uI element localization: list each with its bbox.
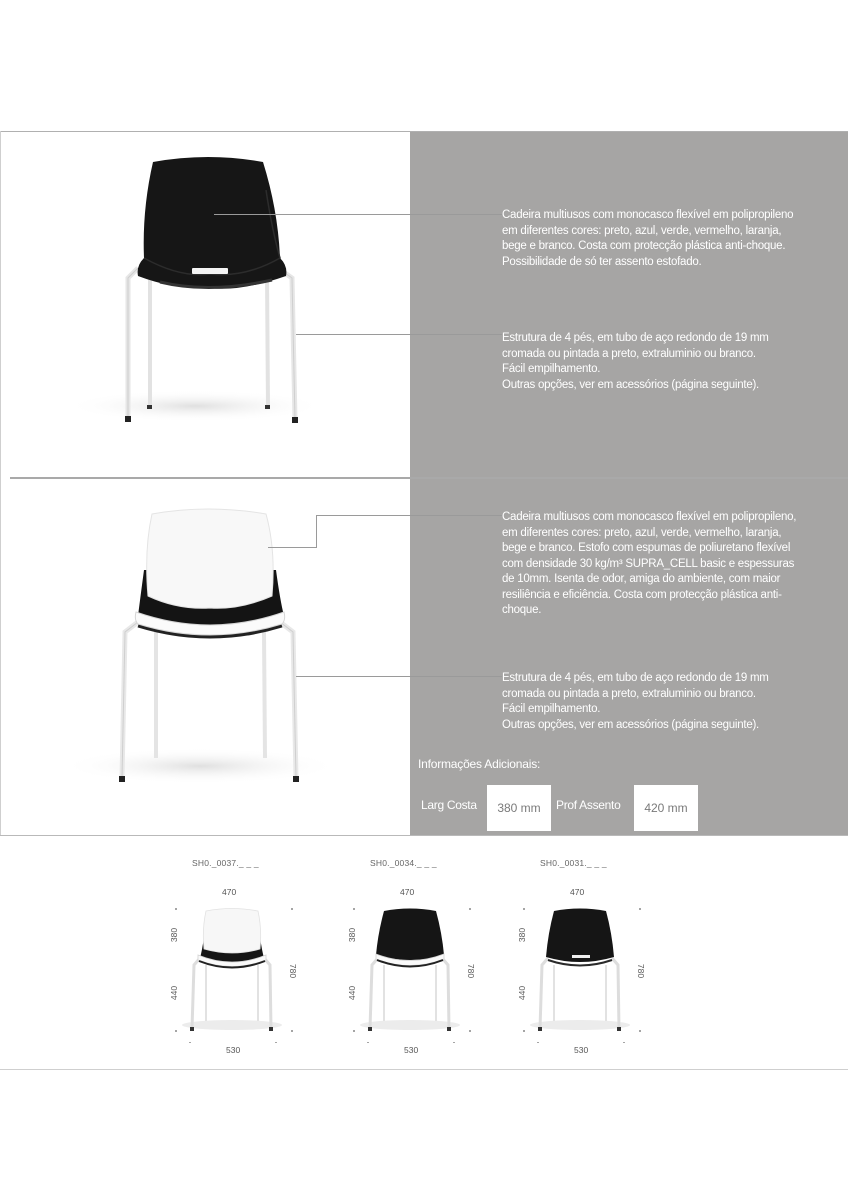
chair-1-desc-line: em diferentes cores: preto, azul, verde, vermelho, laranja, xyxy=(502,224,782,237)
back-width-value: 380 mm xyxy=(497,801,541,815)
variant-total-height: 780 xyxy=(288,963,299,979)
frame-left-line xyxy=(0,131,1,835)
back-width-label: Larg Costa xyxy=(421,798,477,812)
section-divider xyxy=(10,477,848,479)
callout-line-2b xyxy=(296,676,502,677)
variant-code: SH0._0031._ _ _ xyxy=(540,858,607,868)
chair-2-structure-line: Outras opções, ver em acessórios (página seguinte). xyxy=(502,718,759,731)
chair-2-desc-line: em diferentes cores: preto, azul, verde, vermelho, laranja, xyxy=(502,526,782,539)
chair-2-image xyxy=(40,500,370,790)
variant-base-width: 530 xyxy=(226,1045,241,1055)
chair-1-description xyxy=(502,208,793,270)
callout-line-1a xyxy=(214,214,502,215)
chair-2-description xyxy=(502,510,796,619)
variants-bottom-line xyxy=(0,1069,848,1070)
chair-1-structure-line: cromada ou pintada a preto, extraluminio ou branco. xyxy=(502,347,756,360)
seat-depth-value: 420 mm xyxy=(644,801,688,815)
variant-seat-height: 440 xyxy=(517,985,528,1001)
variant-seat-height: 440 xyxy=(169,985,180,1001)
chair-2-structure xyxy=(502,671,769,733)
variant-top-width: 470 xyxy=(400,887,415,897)
callout-line-2a-stub xyxy=(268,547,317,548)
variant-3-drawing xyxy=(518,903,658,1043)
variant-back-height: 380 xyxy=(347,927,358,943)
additional-info-title: Informações Adicionais: xyxy=(418,757,541,771)
chair-1-structure-line: Estrutura de 4 pés, em tubo de aço redondo de 19 mm xyxy=(502,332,769,344)
variant-back-height: 380 xyxy=(517,927,528,943)
variant-code: SH0._0034._ _ _ xyxy=(370,858,437,868)
chair-2-structure-line: Estrutura de 4 pés, em tubo de aço redondo de 19 mm xyxy=(502,672,769,684)
chair-1-structure xyxy=(502,331,769,393)
chair-2-desc-line: choque. xyxy=(502,604,542,616)
variant-top-width: 470 xyxy=(570,887,585,897)
chair-1-structure-line: Fácil empilhamento. xyxy=(502,363,601,375)
variant-2-drawing xyxy=(348,903,488,1043)
variant-total-height: 780 xyxy=(636,963,647,979)
chair-1-structure-line: Outras opções, ver em acessórios (página seguinte). xyxy=(502,378,759,391)
variant-2 xyxy=(340,858,480,1058)
chair-2-structure-line: cromada ou pintada a preto, extraluminio ou branco. xyxy=(502,687,756,700)
callout-line-1b xyxy=(296,334,502,335)
chair-2-desc-line: com densidade 30 kg/m³ SUPRA_CELL basic e espessuras xyxy=(502,557,795,570)
variant-3 xyxy=(510,858,650,1058)
variant-top-width: 470 xyxy=(222,887,237,897)
variant-total-height: 780 xyxy=(466,963,477,979)
seat-depth-label: Prof Assento xyxy=(556,798,621,812)
frame-bottom-line xyxy=(0,835,848,836)
chair-1-desc-line: Possibilidade de só ter assento estofado. xyxy=(502,255,702,268)
chair-1-desc-line: bege e branco. Costa com protecção plástica anti-choque. xyxy=(502,240,786,252)
back-width-value-box xyxy=(487,785,551,831)
chair-2-desc-line: bege e branco. Estofo com espumas de poliuretano flexível xyxy=(502,542,791,554)
callout-line-2a xyxy=(316,515,502,516)
chair-1-desc-line: Cadeira multiusos com monocasco flexível em polipropileno xyxy=(502,209,794,221)
variant-base-width: 530 xyxy=(574,1045,589,1055)
chair-2-desc-line: Cadeira multiusos com monocasco flexível em polipropileno, xyxy=(502,511,797,523)
chair-2-structure-line: Fácil empilhamento. xyxy=(502,703,601,715)
variant-base-width: 530 xyxy=(404,1045,419,1055)
seat-depth-value-box xyxy=(634,785,698,831)
variant-1-drawing xyxy=(170,903,310,1043)
callout-line-2a-vertical xyxy=(316,515,317,547)
variant-code: SH0._0037._ _ _ xyxy=(192,858,259,868)
variant-seat-height: 440 xyxy=(347,985,358,1001)
variant-1 xyxy=(170,858,310,1058)
chair-1-image xyxy=(40,150,370,440)
variant-back-height: 380 xyxy=(169,927,180,943)
chair-2-desc-line: de 10mm. Isenta de odor, amiga do ambiente, com maior xyxy=(502,573,781,585)
chair-2-desc-line: resiliência e eficiência. Costa com protecção plástica anti- xyxy=(502,588,782,601)
